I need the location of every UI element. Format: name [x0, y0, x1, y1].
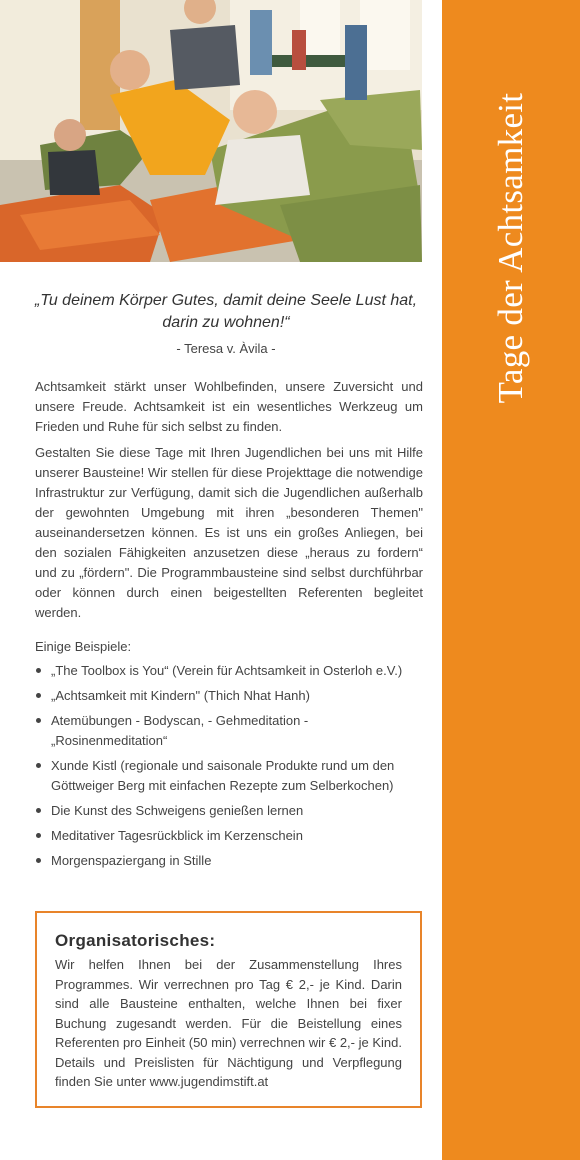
list-item-text: Morgenspaziergang in Stille: [51, 853, 212, 868]
list-item-text: „The Toolbox is You“ (Verein für Achtsamkeit in Osterloh e.V.): [51, 663, 403, 678]
organisation-title: Organisatorisches:: [55, 931, 216, 950]
organisation-box: [35, 911, 422, 1108]
list-item-text: Atemübungen - Bodyscan, - Gehmeditation - „Rosinenmeditation“: [51, 713, 309, 748]
list-item: [35, 686, 427, 706]
bullet-icon: [36, 763, 41, 768]
list-item: [35, 851, 427, 871]
quote-author: - Teresa v. Àvila -: [176, 341, 276, 356]
description-paragraph: Gestalten Sie diese Tage mit Ihren Jugendlichen bei uns mit Hilfe unserer Bausteine! Wir stellen für diese Projekttage die notwendige Infrastruktur zur Verfügung, damit sich die Jugendlichen außerhalb der gewohnten Umgebung mit ihren „besonderen Themen" auseinandersetzen können. Es ist uns ein großes Anliegen, bei den sozialen Fähigkeiten anzusetzen diese „heraus zu fordern“ und zu „fördern". Die Programmbausteine sind selbst durchführbar oder können durch einen beigestellten Referenten begleitet werden.: [35, 445, 423, 620]
organisation-text: Wir helfen Ihnen bei der Zusammenstellung Ihres Programmes. Wir verrechnen pro Tag € 2,- je Kind. Darin sind alle Bausteine enthalten, welche Ihnen bei fixer Buchung zugesandt werden. Für die Beistellung eines Referenten pro Einheit (50 min) verrechnen wir € 2,- je Kind. Details und Preislisten für Nächtigung und Verpflegung finden Sie unter www.jugendimstift.at: [55, 957, 402, 1089]
list-item: [35, 711, 427, 751]
bullet-icon: [36, 668, 41, 673]
list-item: [35, 826, 427, 846]
quote-text: „Tu deinem Körper Gutes, damit deine Seele Lust hat, darin zu wohnen!“: [34, 292, 418, 331]
bullet-icon: [36, 833, 41, 838]
examples-list: [35, 661, 427, 876]
bullet-icon: [36, 808, 41, 813]
list-item: [35, 661, 427, 681]
list-item-text: Xunde Kistl (regionale und saisonale Produkte rund um den Göttweiger Berg mit einfachen Rezepte zum Selberkochen): [51, 758, 395, 793]
bullet-icon: [36, 858, 41, 863]
intro-paragraph: Achtsamkeit stärkt unser Wohlbefinden, unsere Zuversicht und unsere Freude. Achtsamkeit ist ein wesentliches Werkzeug um Frieden und Ruhe für sich selbst zu finden.: [35, 379, 423, 434]
list-item-text: Meditativer Tagesrückblick im Kerzenschein: [51, 828, 303, 843]
examples-heading: Einige Beispiele:: [35, 639, 132, 654]
hero-photo: [0, 0, 422, 262]
bullet-icon: [36, 718, 41, 723]
bullet-icon: [36, 693, 41, 698]
sidebar-title: Tage der Achtsamkeit: [491, 92, 530, 404]
list-item-text: Die Kunst des Schweigens genießen lernen: [51, 803, 304, 818]
list-item: [35, 801, 427, 821]
list-item: [35, 756, 427, 796]
list-item-text: „Achtsamkeit mit Kindern" (Thich Nhat Hanh): [51, 688, 310, 703]
